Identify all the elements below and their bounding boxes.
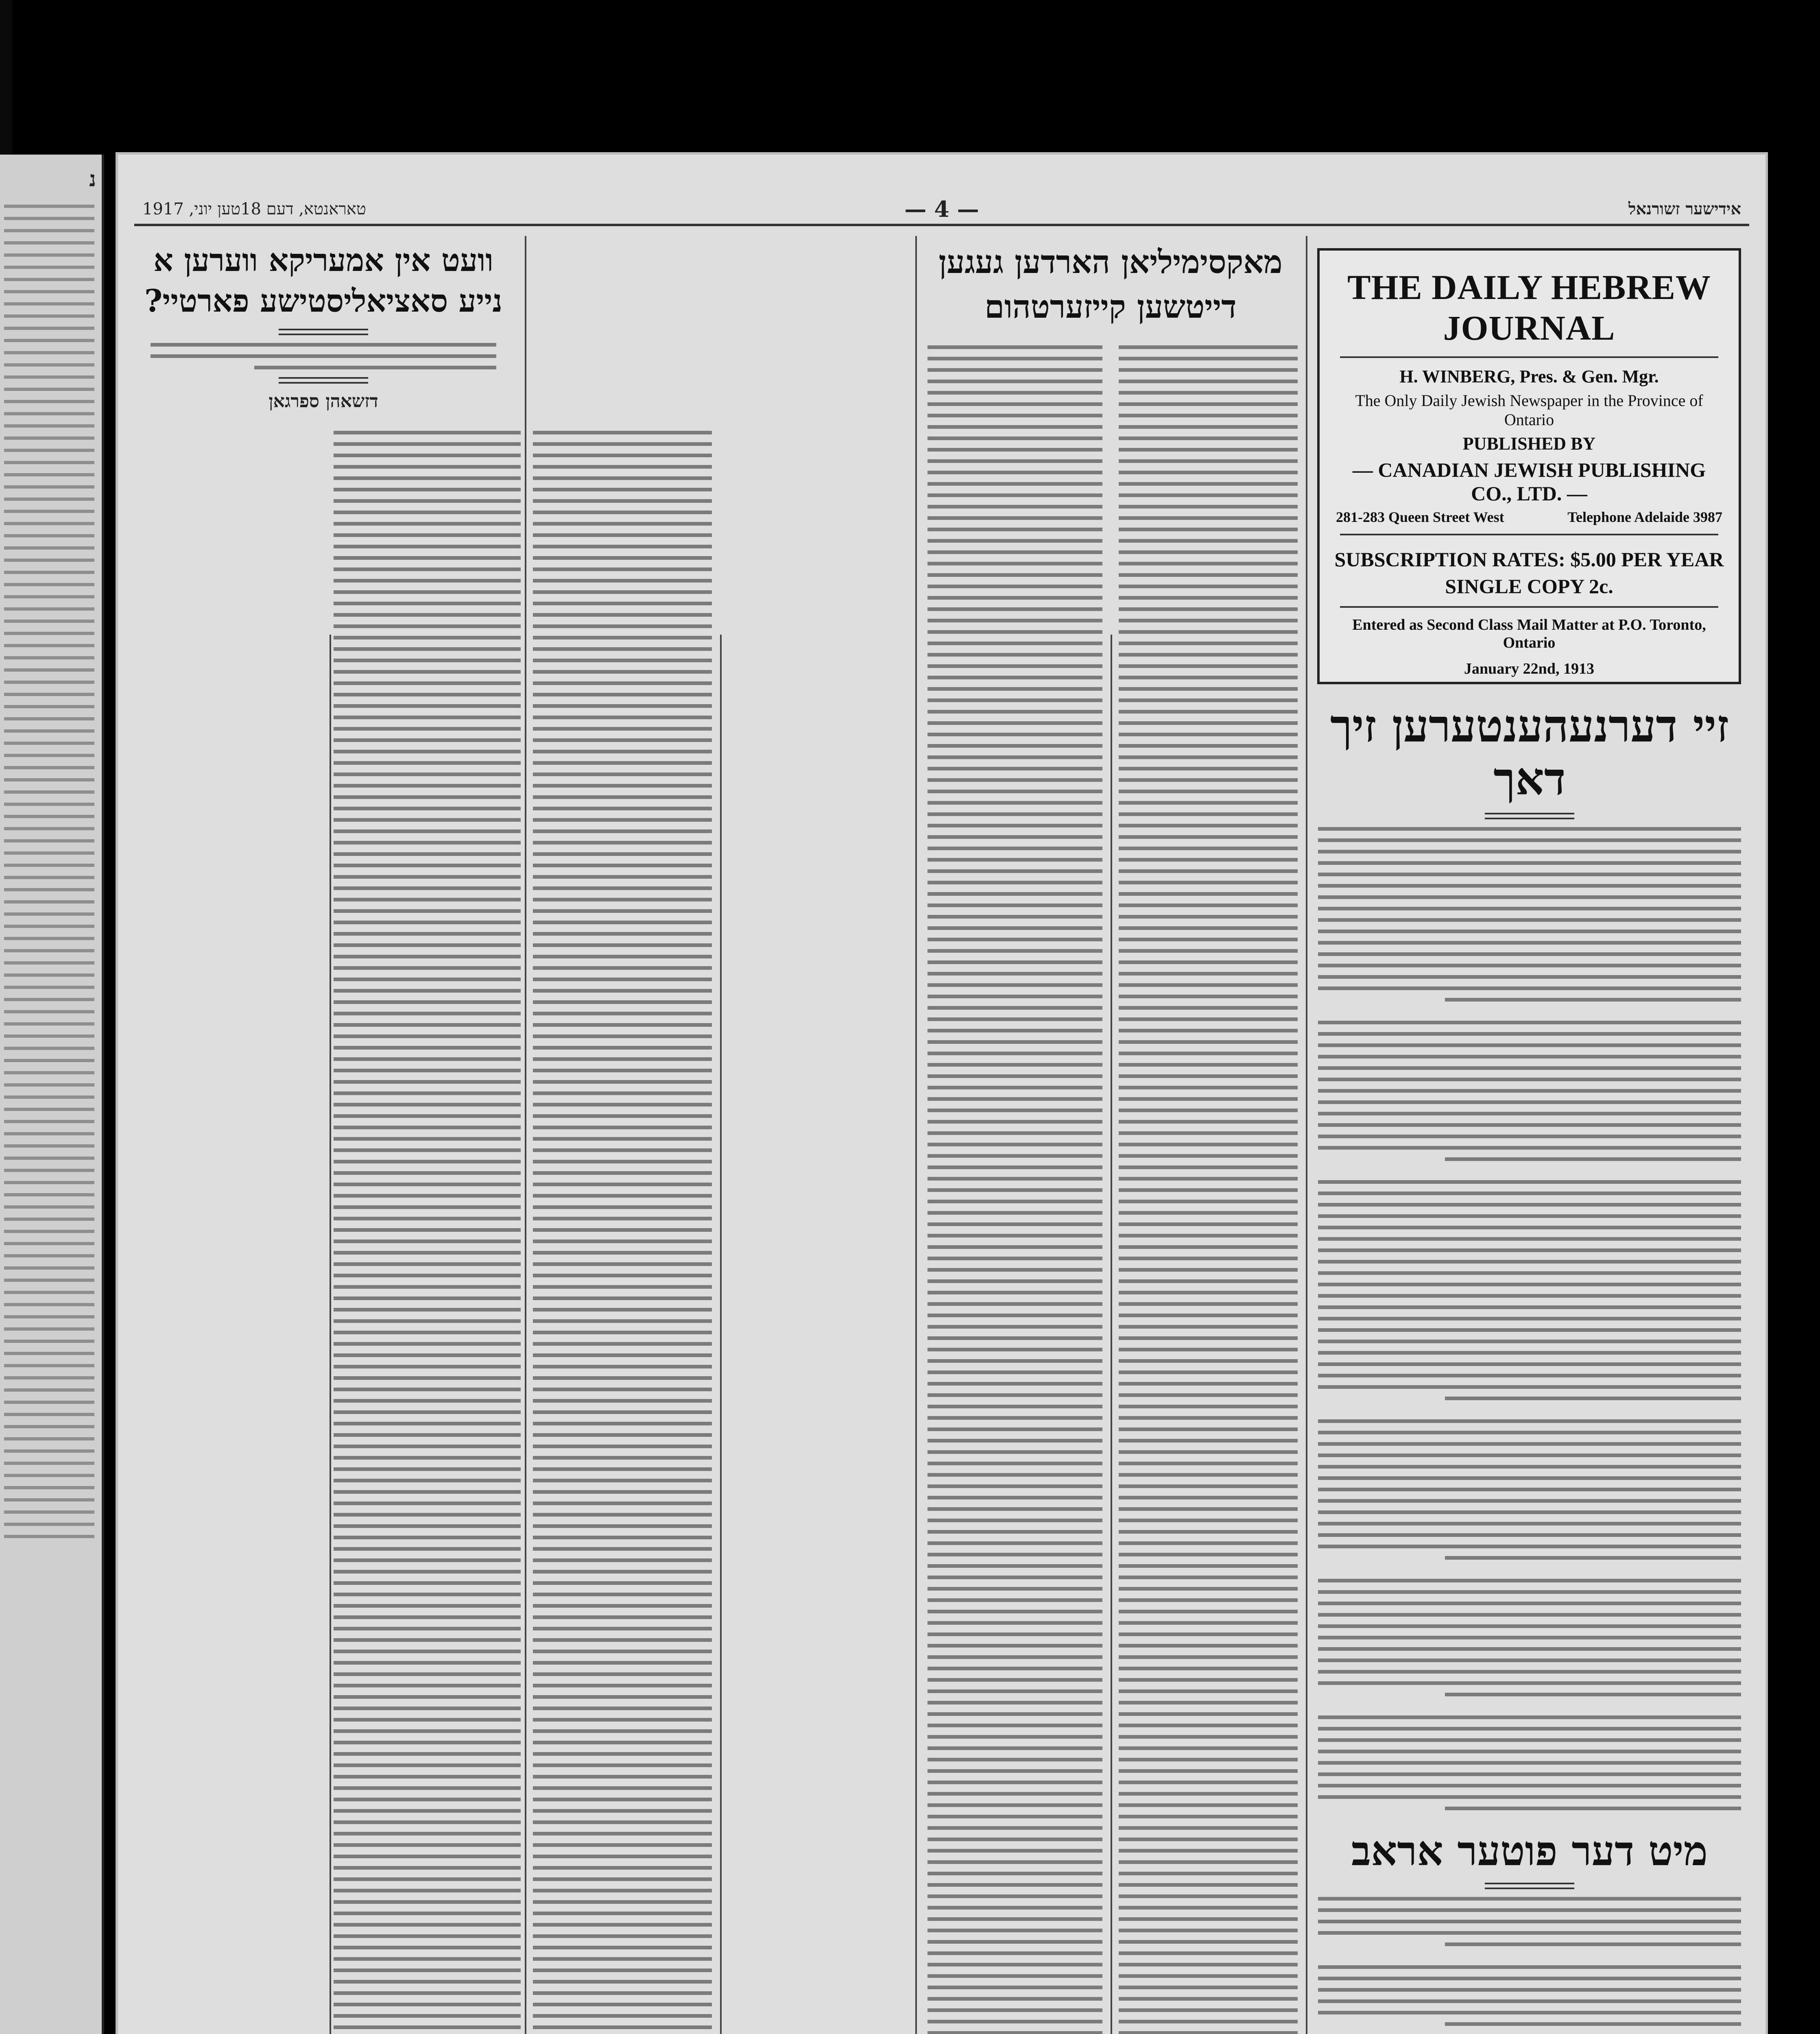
center-article-col-left — [927, 338, 1102, 2034]
left-article-text — [533, 431, 712, 2034]
center-article-text-continued — [927, 345, 1102, 2034]
mail-entry-date: January 22nd, 1913 — [1464, 660, 1594, 677]
column-rule — [915, 236, 917, 2034]
left-article-col-right — [533, 423, 712, 2034]
paper-name: אידישער זשורנאל — [1628, 199, 1741, 218]
masthead-published-by: PUBLISHED BY — [1462, 434, 1596, 454]
masthead-rule — [1340, 606, 1718, 608]
center-headline-block — [927, 240, 1294, 330]
column-rule — [525, 236, 526, 2034]
masthead-publisher: — CANADIAN JEWISH PUBLISHING CO., LTD. — — [1352, 458, 1706, 505]
mail-entry-notice: Entered as Second Class Mail Matter at P.O. Toronto, Ontario — [1352, 616, 1706, 651]
left-article-intro — [151, 343, 496, 369]
headline-separator — [279, 377, 368, 384]
running-head — [134, 196, 1749, 226]
masthead-title: THE DAILY HEBREW JOURNAL — [1347, 268, 1711, 347]
newspaper-page — [118, 155, 1765, 2034]
previous-page-edge — [0, 155, 104, 2034]
page-number: — 4 — — [904, 196, 979, 222]
previous-page-text-lines — [0, 205, 102, 1538]
headline-separator — [279, 329, 368, 335]
left-article-col-left — [134, 423, 521, 2034]
masthead-telephone: Telephone Adelaide 3987 — [1567, 509, 1722, 525]
masthead-box — [1317, 248, 1741, 684]
column-rule — [1306, 236, 1307, 2034]
single-copy-price: SINGLE COPY 2c. — [1445, 575, 1613, 598]
column-rule — [1111, 635, 1112, 2034]
center-article-col-right — [1119, 338, 1298, 2034]
issue-date: טאראנטא, דעם 18טען יוני, 1917 — [142, 200, 367, 218]
masthead-tagline: The Only Daily Jewish Newspaper in the Province of Ontario — [1355, 391, 1703, 429]
column-rule — [720, 635, 722, 2034]
editorial-headline: זיי דערנעהענטערען זיך דאך — [1330, 700, 1729, 805]
headline-separator — [1485, 813, 1574, 819]
subscription-rates: SUBSCRIPTION RATES: $5.00 PER YEAR — [1334, 548, 1724, 571]
masthead-rule — [1340, 356, 1718, 358]
left-article-headline: וועט אין אמעריקא ווערען א נייע סאציאליסטישע פארטיי? — [144, 242, 503, 319]
left-article-byline: דזשאהן ספרגאן — [268, 391, 378, 411]
previous-page-fragment: נ — [89, 167, 96, 192]
center-article-headline: מאקסימיליאן הארדען געגען דייטשען קייזערטהום — [938, 244, 1283, 325]
headline-separator — [1485, 1883, 1574, 1889]
masthead-address-row — [1336, 508, 1722, 526]
editorial-text — [1318, 827, 1741, 1810]
masthead-manager: H. WINBERG, Pres. & Gen. Mgr. — [1399, 367, 1659, 386]
masthead-address: 281-283 Queen Street West — [1336, 509, 1504, 525]
masthead-rule — [1340, 534, 1718, 535]
editorial-column — [1318, 700, 1741, 2034]
center-article-text — [1119, 345, 1298, 2034]
editorial2-text — [1318, 1897, 1741, 2034]
left-headline-block — [134, 240, 513, 411]
editorial2-headline: מיט דער פוטער אראב — [1351, 1827, 1708, 1875]
left-article-text-continued — [334, 431, 521, 2034]
